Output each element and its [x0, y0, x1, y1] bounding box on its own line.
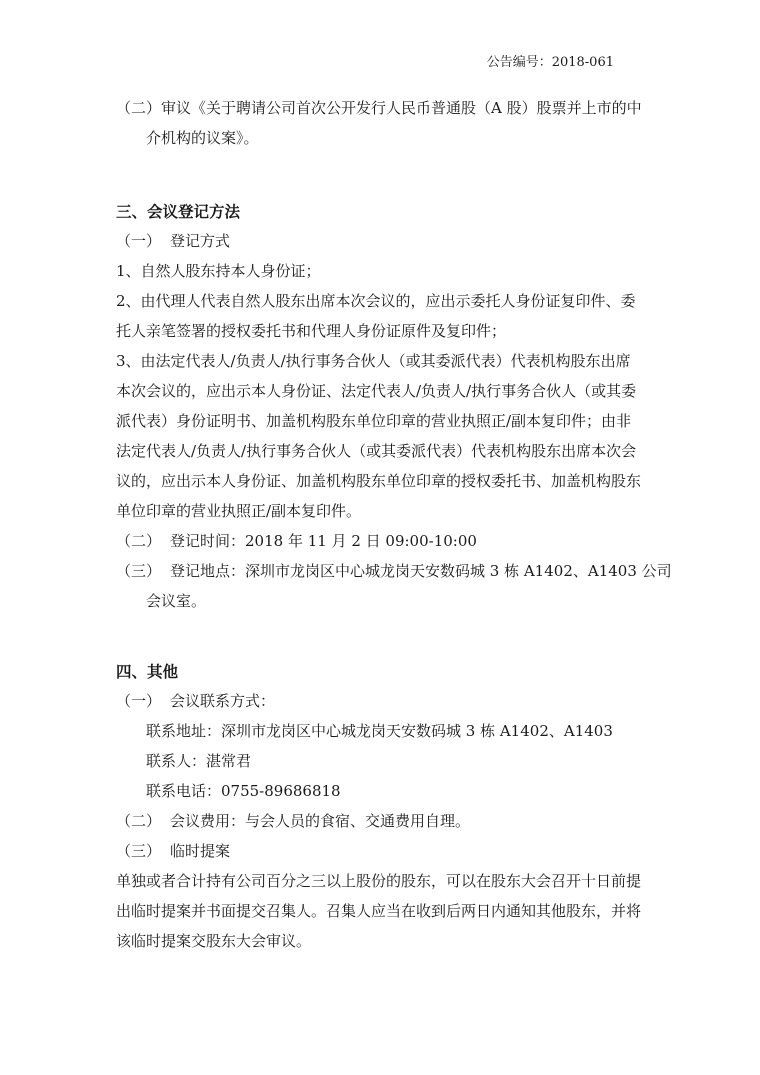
section3-p2-line1: 2、由代理人代表自然人股东出席本次会议的，应出示委托人身份证复印件、委 [116, 292, 636, 310]
section3-p3-line4: 法定代表人/负责人/执行事务合伙人（或其委派代表）代表机构股东出席本次会 [116, 442, 637, 460]
section4-p-line2: 出临时提案并书面提交召集人。召集人应当在收到后两日内通知其他股东，并将 [116, 902, 642, 920]
announcement-number: 公告编号：2018-061 [486, 55, 614, 70]
sub-label: （三） [116, 842, 162, 860]
section4-sub3 [116, 840, 230, 861]
sub-label: （二） [116, 532, 162, 550]
section3-p2-line2: 托人亲笔签署的授权委托书和代理人身份证原件及复印件； [116, 322, 507, 340]
section3-sub3-cont: 会议室。 [146, 592, 207, 610]
sub-text: 登记方式 [170, 232, 231, 250]
sub-label: （三） [116, 562, 162, 580]
section4-sub2 [116, 810, 470, 831]
section3-p1: 1、自然人股东持本人身份证； [116, 262, 321, 280]
item2-line1: （二）审议《关于聘请公司首次公开发行人民币普通股（A 股）股票并上市的中 [116, 99, 642, 117]
contact-person: 联系人：湛常君 [146, 752, 252, 770]
sub-text: 临时提案 [170, 842, 231, 860]
section4-p-line3: 该临时提案交股东大会审议。 [116, 932, 312, 950]
section4-p-line1: 单独或者合计持有公司百分之三以上股份的股东，可以在股东大会召开十日前提 [116, 872, 642, 890]
contact-address: 联系地址：深圳市龙岗区中心城龙岗天安数码城 3 栋 A1402、A1403 [146, 722, 613, 740]
section3-sub1 [116, 230, 230, 251]
contact-phone: 联系电话：0755-89686818 [146, 782, 341, 800]
section4-heading: 四、其他 [116, 663, 179, 681]
sub-text: 登记地点：深圳市龙岗区中心城龙岗天安数码城 3 栋 A1402、A1403 公司 [170, 562, 672, 580]
section3-p3-line1: 3、由法定代表人/负责人/执行事务合伙人（或其委派代表）代表机构股东出席 [116, 352, 631, 370]
section3-sub3 [116, 560, 672, 581]
section3-p3-line5: 议的，应出示本人身份证、加盖机构股东单位印章的授权委托书、加盖机构股东 [116, 472, 642, 490]
section3-sub2 [116, 530, 477, 551]
sub-text: 会议费用：与会人员的食宿、交通费用自理。 [170, 812, 471, 830]
section3-p3-line3: 派代表）身份证明书、加盖机构股东单位印章的营业执照正/副本复印件；由非 [116, 412, 632, 430]
section3-p3-line2: 本次会议的，应出示本人身份证、法定代表人/负责人/执行事务合伙人（或其委 [116, 382, 637, 400]
sub-label: （二） [116, 812, 162, 830]
sub-text: 登记时间：2018 年 11 月 2 日 09:00-10:00 [170, 532, 477, 550]
sub-text: 会议联系方式： [170, 692, 276, 710]
item2-line2: 介机构的议案》。 [146, 129, 259, 147]
section4-sub1 [116, 690, 275, 711]
section3-p3-line6: 单位印章的营业执照正/副本复印件。 [116, 502, 362, 520]
sub-label: （一） [116, 232, 162, 250]
sub-label: （一） [116, 692, 162, 710]
section3-heading: 三、会议登记方法 [116, 203, 241, 221]
